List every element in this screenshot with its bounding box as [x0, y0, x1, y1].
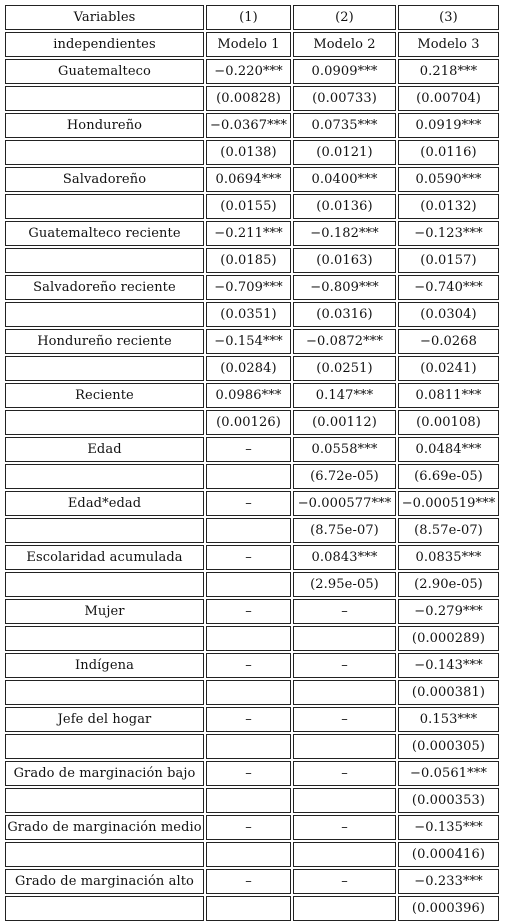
- regression-table-body: [5, 5, 499, 921]
- variable-label: Salvadoreño: [5, 167, 204, 192]
- coefficient-cell: 0.0558***: [293, 437, 396, 462]
- coefficient-cell: 0.0919***: [398, 113, 499, 138]
- coefficient-cell: 0.0909***: [293, 59, 396, 84]
- coefficient-row: [5, 707, 499, 732]
- standard-error-cell: (0.0157): [398, 248, 499, 273]
- coefficient-cell: −0.135***: [398, 815, 499, 840]
- empty-label-cell: [5, 572, 204, 597]
- standard-error-cell: (6.69e-05): [398, 464, 499, 489]
- standard-error-cell: [206, 734, 291, 759]
- header-variables: Variables: [5, 5, 204, 30]
- standard-error-cell: (0.0316): [293, 302, 396, 327]
- standard-error-cell: [206, 572, 291, 597]
- empty-label-cell: [5, 464, 204, 489]
- coefficient-cell: –: [293, 653, 396, 678]
- coefficient-cell: –: [206, 545, 291, 570]
- coefficient-row: [5, 329, 499, 354]
- coefficient-cell: −0.182***: [293, 221, 396, 246]
- coefficient-row: [5, 869, 499, 894]
- empty-label-cell: [5, 140, 204, 165]
- coefficient-cell: 0.0735***: [293, 113, 396, 138]
- coefficient-row: [5, 491, 499, 516]
- standard-error-cell: (2.95e-05): [293, 572, 396, 597]
- standard-error-cell: [206, 896, 291, 921]
- coefficient-cell: –: [206, 599, 291, 624]
- standard-error-cell: (0.00112): [293, 410, 396, 435]
- variable-label: Escolaridad acumulada: [5, 545, 204, 570]
- variable-label: Hondureño: [5, 113, 204, 138]
- variable-label: Reciente: [5, 383, 204, 408]
- standard-error-row: [5, 518, 499, 543]
- standard-error-row: [5, 86, 499, 111]
- standard-error-cell: (6.72e-05): [293, 464, 396, 489]
- standard-error-cell: [293, 896, 396, 921]
- standard-error-row: [5, 734, 499, 759]
- variable-label: Guatemalteco reciente: [5, 221, 204, 246]
- coefficient-cell: –: [293, 869, 396, 894]
- coefficient-cell: −0.709***: [206, 275, 291, 300]
- empty-label-cell: [5, 518, 204, 543]
- standard-error-cell: (0.00828): [206, 86, 291, 111]
- variable-label: Hondureño reciente: [5, 329, 204, 354]
- coefficient-cell: –: [293, 815, 396, 840]
- standard-error-cell: (0.000396): [398, 896, 499, 921]
- standard-error-row: [5, 572, 499, 597]
- header-row-1: [5, 5, 499, 30]
- variable-label: Edad: [5, 437, 204, 462]
- standard-error-cell: (0.0121): [293, 140, 396, 165]
- standard-error-row: [5, 626, 499, 651]
- header-col-2-number: (2): [293, 5, 396, 30]
- standard-error-cell: [206, 464, 291, 489]
- coefficient-cell: −0.279***: [398, 599, 499, 624]
- standard-error-cell: (0.0284): [206, 356, 291, 381]
- variable-label: Grado de marginación medio: [5, 815, 204, 840]
- standard-error-cell: (0.00108): [398, 410, 499, 435]
- coefficient-cell: –: [206, 437, 291, 462]
- empty-label-cell: [5, 680, 204, 705]
- standard-error-cell: (0.000381): [398, 680, 499, 705]
- standard-error-cell: (8.75e-07): [293, 518, 396, 543]
- header-col-1-number: (1): [206, 5, 291, 30]
- standard-error-row: [5, 464, 499, 489]
- coefficient-cell: –: [293, 707, 396, 732]
- empty-label-cell: [5, 842, 204, 867]
- coefficient-cell: –: [206, 707, 291, 732]
- standard-error-cell: [206, 518, 291, 543]
- standard-error-cell: [293, 842, 396, 867]
- standard-error-cell: [293, 680, 396, 705]
- coefficient-row: [5, 167, 499, 192]
- coefficient-row: [5, 653, 499, 678]
- standard-error-row: [5, 842, 499, 867]
- coefficient-cell: −0.123***: [398, 221, 499, 246]
- standard-error-row: [5, 788, 499, 813]
- standard-error-row: [5, 410, 499, 435]
- variable-label: Salvadoreño reciente: [5, 275, 204, 300]
- empty-label-cell: [5, 248, 204, 273]
- coefficient-cell: −0.0268: [398, 329, 499, 354]
- coefficient-cell: −0.154***: [206, 329, 291, 354]
- standard-error-cell: [293, 788, 396, 813]
- coefficient-cell: –: [293, 761, 396, 786]
- header-independientes: independientes: [5, 32, 204, 57]
- standard-error-row: [5, 140, 499, 165]
- standard-error-cell: (0.0185): [206, 248, 291, 273]
- coefficient-cell: 0.0590***: [398, 167, 499, 192]
- coefficient-cell: –: [293, 599, 396, 624]
- empty-label-cell: [5, 356, 204, 381]
- header-col-2-model: Modelo 2: [293, 32, 396, 57]
- standard-error-cell: [293, 626, 396, 651]
- variable-label: Edad*edad: [5, 491, 204, 516]
- coefficient-cell: 0.0694***: [206, 167, 291, 192]
- variable-label: Guatemalteco: [5, 59, 204, 84]
- coefficient-cell: 0.0484***: [398, 437, 499, 462]
- standard-error-cell: (0.00704): [398, 86, 499, 111]
- coefficient-row: [5, 437, 499, 462]
- standard-error-row: [5, 194, 499, 219]
- standard-error-cell: [206, 842, 291, 867]
- coefficient-cell: 0.218***: [398, 59, 499, 84]
- standard-error-cell: (0.000353): [398, 788, 499, 813]
- header-col-3-model: Modelo 3: [398, 32, 499, 57]
- coefficient-row: [5, 275, 499, 300]
- coefficient-cell: –: [206, 491, 291, 516]
- coefficient-cell: 0.0811***: [398, 383, 499, 408]
- standard-error-cell: (0.000305): [398, 734, 499, 759]
- coefficient-row: [5, 113, 499, 138]
- standard-error-row: [5, 302, 499, 327]
- standard-error-row: [5, 896, 499, 921]
- empty-label-cell: [5, 410, 204, 435]
- coefficient-cell: 0.0843***: [293, 545, 396, 570]
- coefficient-cell: −0.233***: [398, 869, 499, 894]
- standard-error-cell: (0.0304): [398, 302, 499, 327]
- coefficient-cell: −0.809***: [293, 275, 396, 300]
- coefficient-cell: −0.740***: [398, 275, 499, 300]
- standard-error-cell: (0.0163): [293, 248, 396, 273]
- coefficient-cell: 0.0400***: [293, 167, 396, 192]
- standard-error-cell: (0.00126): [206, 410, 291, 435]
- empty-label-cell: [5, 896, 204, 921]
- standard-error-row: [5, 356, 499, 381]
- standard-error-cell: [293, 734, 396, 759]
- coefficient-cell: –: [206, 653, 291, 678]
- coefficient-cell: −0.211***: [206, 221, 291, 246]
- empty-label-cell: [5, 788, 204, 813]
- coefficient-cell: –: [206, 761, 291, 786]
- standard-error-cell: (0.0136): [293, 194, 396, 219]
- standard-error-cell: (0.0155): [206, 194, 291, 219]
- coefficient-cell: –: [206, 869, 291, 894]
- variable-label: Jefe del hogar: [5, 707, 204, 732]
- variable-label: Indígena: [5, 653, 204, 678]
- coefficient-cell: 0.0986***: [206, 383, 291, 408]
- empty-label-cell: [5, 302, 204, 327]
- coefficient-cell: −0.0872***: [293, 329, 396, 354]
- variable-label: Grado de marginación alto: [5, 869, 204, 894]
- coefficient-cell: 0.0835***: [398, 545, 499, 570]
- coefficient-row: [5, 59, 499, 84]
- variable-label: Grado de marginación bajo: [5, 761, 204, 786]
- standard-error-cell: (0.0351): [206, 302, 291, 327]
- standard-error-cell: (0.0116): [398, 140, 499, 165]
- standard-error-cell: [206, 788, 291, 813]
- standard-error-cell: (0.0241): [398, 356, 499, 381]
- header-col-1-model: Modelo 1: [206, 32, 291, 57]
- coefficient-cell: 0.147***: [293, 383, 396, 408]
- standard-error-cell: (0.0251): [293, 356, 396, 381]
- empty-label-cell: [5, 194, 204, 219]
- standard-error-cell: [206, 680, 291, 705]
- coefficient-row: [5, 599, 499, 624]
- standard-error-cell: (0.000416): [398, 842, 499, 867]
- coefficient-cell: −0.0561***: [398, 761, 499, 786]
- variable-label: Mujer: [5, 599, 204, 624]
- coefficient-cell: –: [206, 815, 291, 840]
- coefficient-cell: −0.143***: [398, 653, 499, 678]
- standard-error-cell: (0.0138): [206, 140, 291, 165]
- empty-label-cell: [5, 734, 204, 759]
- coefficient-cell: 0.153***: [398, 707, 499, 732]
- coefficient-cell: −0.0367***: [206, 113, 291, 138]
- header-row-2: [5, 32, 499, 57]
- standard-error-cell: (2.90e-05): [398, 572, 499, 597]
- coefficient-cell: −0.220***: [206, 59, 291, 84]
- standard-error-cell: (0.0132): [398, 194, 499, 219]
- coefficient-cell: −0.000519***: [398, 491, 499, 516]
- coefficient-row: [5, 221, 499, 246]
- coefficient-row: [5, 545, 499, 570]
- standard-error-cell: [206, 626, 291, 651]
- empty-label-cell: [5, 86, 204, 111]
- coefficient-cell: −0.000577***: [293, 491, 396, 516]
- standard-error-cell: (0.000289): [398, 626, 499, 651]
- header-col-3-number: (3): [398, 5, 499, 30]
- regression-table: [3, 3, 501, 923]
- empty-label-cell: [5, 626, 204, 651]
- coefficient-row: [5, 383, 499, 408]
- standard-error-row: [5, 680, 499, 705]
- standard-error-cell: (8.57e-07): [398, 518, 499, 543]
- standard-error-cell: (0.00733): [293, 86, 396, 111]
- standard-error-row: [5, 248, 499, 273]
- coefficient-row: [5, 815, 499, 840]
- coefficient-row: [5, 761, 499, 786]
